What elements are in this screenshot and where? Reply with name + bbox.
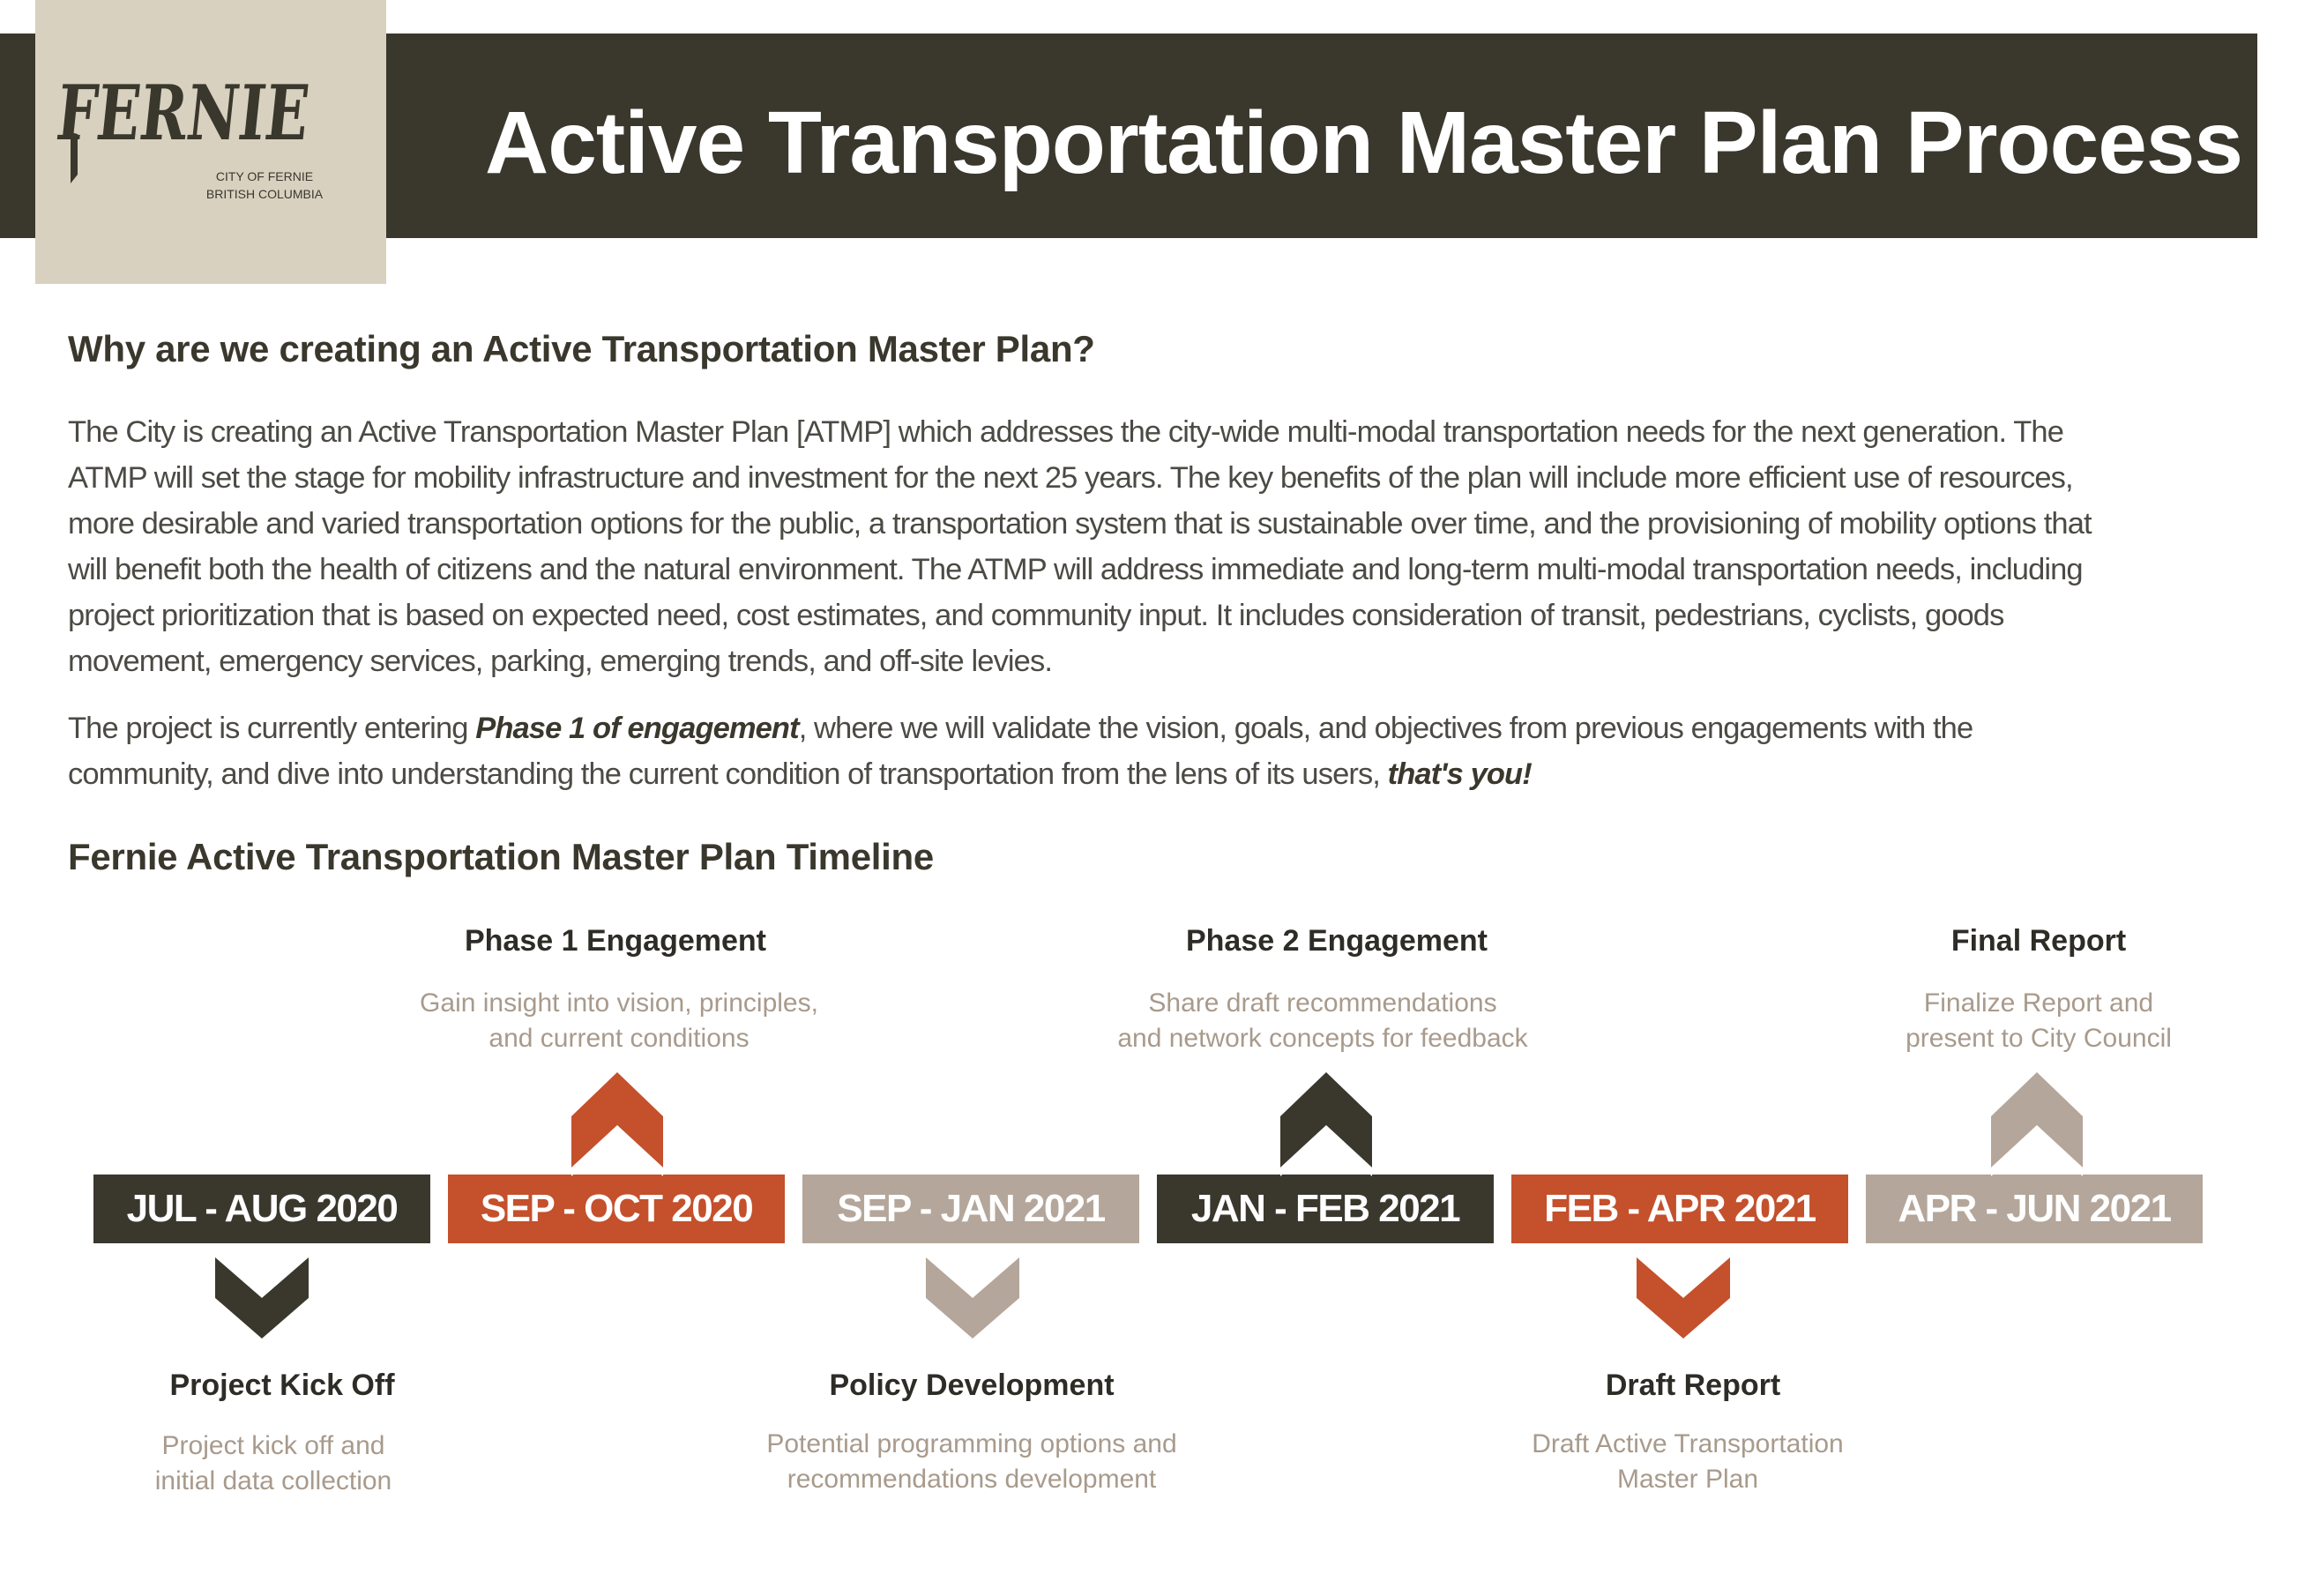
timeline-date-label: SEP - JAN 2021 xyxy=(837,1187,1105,1230)
stage-desc-line: initial data collection xyxy=(154,1466,392,1495)
stage-title-phase-2-engagement: Phase 2 Engagement xyxy=(1185,924,1488,958)
logo-subtitle xyxy=(176,168,353,203)
logo-sub-line1: CITY OF FERNIE xyxy=(215,169,314,183)
timeline-bar-jan-feb-2021 xyxy=(1157,1175,1494,1243)
chevron-down-icon xyxy=(926,1252,1019,1346)
chevron-down-icon xyxy=(215,1252,309,1346)
timeline-heading: Fernie Active Transportation Master Plan Timeline xyxy=(68,836,934,877)
stage-desc-line: recommendations development xyxy=(787,1465,1157,1494)
chevron-up-icon xyxy=(571,1072,663,1171)
stage-desc-line: Gain insight into vision, principles, xyxy=(420,988,818,1018)
stage-title-project-kick-off: Project Kick Off xyxy=(169,1369,395,1402)
timeline-date-label: FEB - APR 2021 xyxy=(1544,1187,1816,1230)
stage-title-policy-development: Policy Development xyxy=(829,1369,1115,1402)
stage-desc-draft-report xyxy=(1414,1427,1961,1497)
stage-desc-line: present to City Council xyxy=(1906,1024,2172,1053)
chevron-down-icon xyxy=(1637,1252,1730,1346)
stage-desc-line: and network concepts for feedback xyxy=(1117,1024,1528,1053)
stage-desc-policy-development xyxy=(698,1427,1245,1497)
para2-emphasis-thats-you: that's you! xyxy=(1387,757,1532,791)
stage-desc-line: and current conditions xyxy=(489,1024,750,1053)
stage-title-phase-1-engagement: Phase 1 Engagement xyxy=(464,924,766,958)
stage-desc-line: Finalize Report and xyxy=(1923,988,2154,1018)
chevron-up-icon xyxy=(1991,1072,2083,1171)
stage-title-final-report: Final Report xyxy=(1950,924,2127,958)
intro-heading: Why are we creating an Active Transportation Master Plan? xyxy=(68,328,1095,369)
timeline-bar-sep-oct-2020 xyxy=(448,1175,785,1243)
logo-sub-line2: BRITISH COLUMBIA xyxy=(205,187,324,201)
timeline-date-label: SEP - OCT 2020 xyxy=(480,1187,753,1230)
para2-text-b: , where we will validate the vision, goals, and objectives from previous engagements with the community, and dive into understanding the current condition of transportation from the lens of its users, xyxy=(68,712,1973,791)
para2-text-a: The project is currently entering xyxy=(68,712,476,745)
timeline-bar-jul-aug-2020 xyxy=(93,1175,430,1243)
timeline-bar-feb-apr-2021 xyxy=(1511,1175,1848,1243)
intro-paragraph-1: The City is creating an Active Transportation Master Plan [ATMP] which addresses the city-wide multi-modal transportation needs for the next generation. The ATMP will set the stage for mobility infrastructure and investment for the next 25 years. The key benefits of the plan will include more efficient use of resources, more desirable and varied transportation options for the public, a transportation system that is sustainable over time, and the provisioning of mobility options that will benefit both the health of citizens and the natural environment. The ATMP will address immediate and long-term multi-modal transportation needs, including project prioritization that is based on expected need, cost estimates, and community input. It includes consideration of transit, pedestrians, cyclists, goods movement, emergency services, parking, emerging trends, and off-site levies. xyxy=(68,415,2092,678)
timeline-date-label: JUL - AUG 2020 xyxy=(126,1187,398,1230)
timeline-date-label: APR - JUN 2021 xyxy=(1898,1187,2171,1230)
intro-body xyxy=(68,409,2096,797)
timeline-date-label: JAN - FEB 2021 xyxy=(1190,1187,1460,1230)
stage-desc-line: Share draft recommendations xyxy=(1148,988,1497,1018)
page-title: Active Transportation Master Plan Process xyxy=(485,93,2243,192)
stage-desc-line: Draft Active Transportation xyxy=(1532,1429,1844,1458)
timeline-bar-apr-jun-2021 xyxy=(1866,1175,2203,1243)
stage-desc-line: Master Plan xyxy=(1616,1465,1759,1494)
stage-title-draft-report: Draft Report xyxy=(1605,1369,1781,1402)
city-logo xyxy=(35,0,399,284)
para2-emphasis-phase1: Phase 1 of engagement xyxy=(475,712,799,745)
chevron-up-icon xyxy=(1280,1072,1372,1171)
stage-desc-line: Potential programming options and xyxy=(766,1429,1177,1458)
svg-text:FERNIE: FERNIE xyxy=(52,69,399,158)
timeline-bar-sep-jan-2021 xyxy=(802,1175,1139,1243)
stage-desc-phase-2-engagement xyxy=(1049,986,1596,1056)
stage-desc-project-kick-off xyxy=(0,1428,547,1499)
stage-desc-final-report xyxy=(1765,986,2312,1056)
stage-desc-line: Project kick off and xyxy=(161,1431,385,1460)
stage-desc-phase-1-engagement xyxy=(346,986,892,1056)
intro-paragraph-2 xyxy=(68,705,2096,797)
